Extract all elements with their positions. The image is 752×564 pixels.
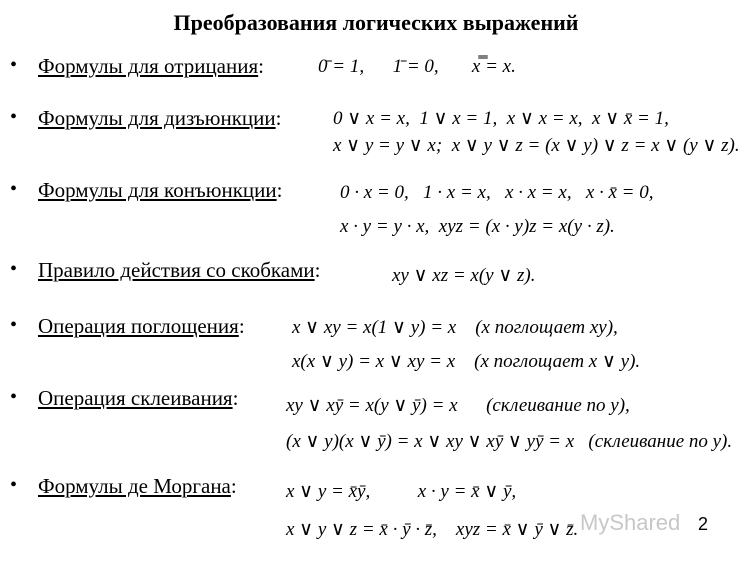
formula-line: x ∨ y = x̄ȳ, x · y = x̄ ∨ ȳ, <box>286 481 517 502</box>
bullet: • <box>10 386 18 408</box>
section-label: Формулы де Моргана: <box>38 474 237 498</box>
formula-line: x ∨ y = y ∨ x; x ∨ y ∨ z = (x ∨ y) ∨ z = x ∨ (y ∨ z). <box>333 135 740 156</box>
section-label: Формулы для отрицания: <box>38 54 264 78</box>
formula-line: (x ∨ y)(x ∨ ȳ) = x ∨ xy ∨ xȳ ∨ yȳ = x (склеивание по y). <box>286 431 733 452</box>
formula-line: x · y = y · x, xyz = (x · y)z = x(y · z). <box>340 216 615 237</box>
formula-line: x ∨ y ∨ z = x̄ · ȳ · z̄, xyz = x̄ ∨ ȳ ∨ z̄. <box>286 519 579 540</box>
bullet: • <box>10 106 18 128</box>
watermark: MyShared <box>580 510 681 535</box>
bullet: • <box>10 474 18 496</box>
formula-line: xy ∨ xz = x(y ∨ z). <box>392 265 536 286</box>
section-label: Правило действия со скобками: <box>38 258 321 282</box>
bullet: • <box>10 258 18 280</box>
bullet: • <box>10 314 18 336</box>
section-label: Формулы для дизъюнкции: <box>38 106 282 130</box>
formula-line: x(x ∨ y) = x ∨ xy = x (x поглощает x ∨ y). <box>292 351 641 372</box>
section-label: Операция поглощения: <box>38 314 245 338</box>
section-label: Формулы для конъюнкции: <box>38 178 283 202</box>
bullet: • <box>10 178 18 200</box>
bullet: • <box>10 54 18 76</box>
formula-line: 0̄ = 1, 1̄ = 0, x̿ = x. <box>318 56 516 77</box>
formula-line: x ∨ xy = x(1 ∨ y) = x (x поглощает xy), <box>292 317 618 338</box>
formula-line: 0 ∨ x = x, 1 ∨ x = 1, x ∨ x = x, x ∨ x̄ = 1, <box>333 108 669 129</box>
formula-line: xy ∨ xȳ = x(y ∨ ȳ) = x (склеивание по y), <box>286 395 630 416</box>
formula-line: 0 · x = 0, 1 · x = x, x · x = x, x · x̄ = 0, <box>340 182 654 203</box>
page-title: Преобразования логических выражений <box>173 10 579 35</box>
section-label: Операция склеивания: <box>38 386 239 410</box>
page-number: 2 <box>698 514 709 534</box>
